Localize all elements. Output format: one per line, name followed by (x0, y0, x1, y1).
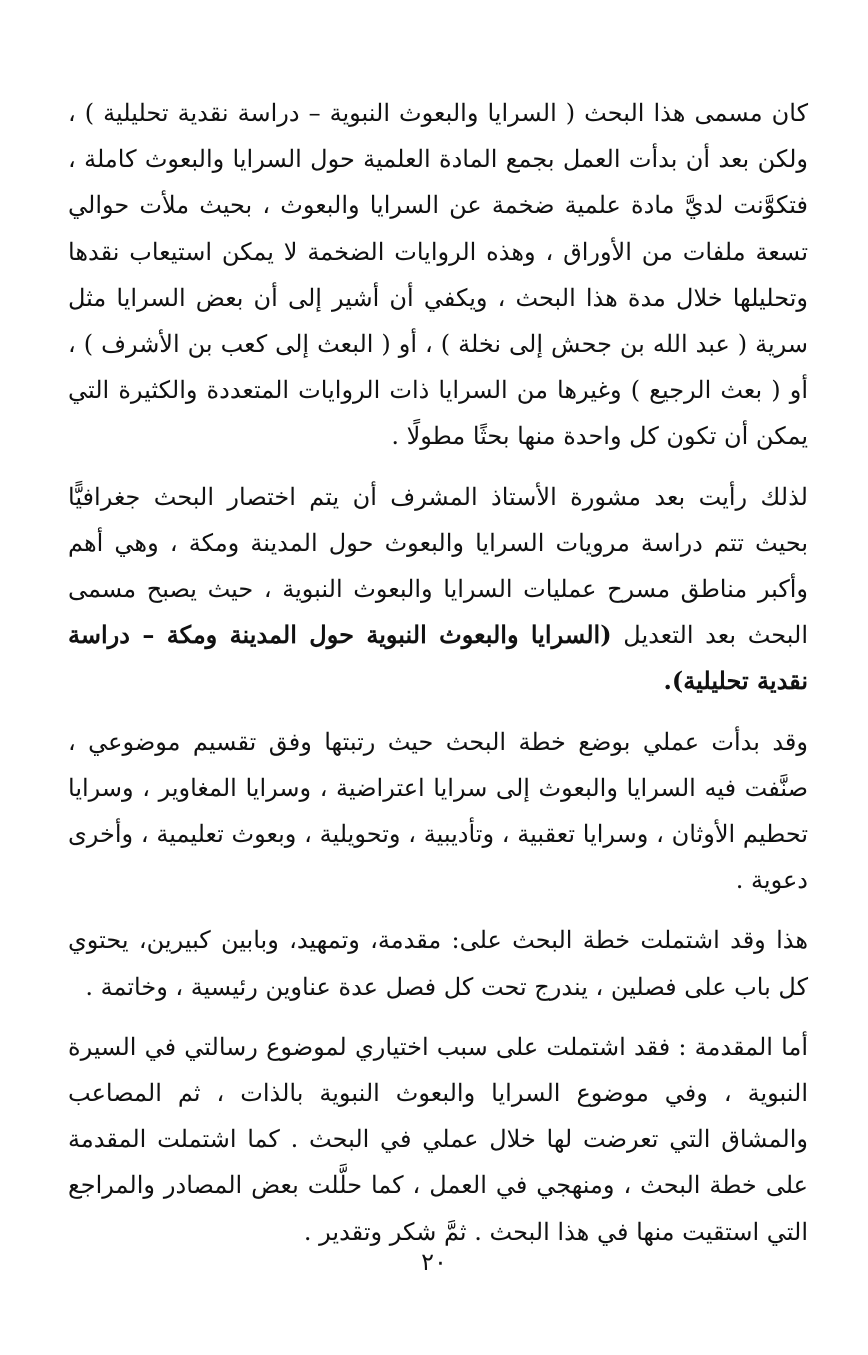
page-body (68, 90, 808, 1269)
paragraph-2-bold-title: (السرايا والبعوث النبوية حول المدينة ومكة – دراسة نقدية تحليلية). (68, 620, 808, 696)
paragraph-1-text: كان مسمى هذا البحث ( السرايا والبعوث النبوية – دراسة نقدية تحليلية ) ، ولكن بعد أن بدأت العمل بجمع المادة العلمية حول السرايا والبعوث كاملة ، فتكوَّنت لديَّ مادة علمية ضخمة عن السرايا والبعوث ، بحيث ملأت حوالي تسعة ملفات من الأوراق ، وهذه الروايات الضخمة لا يمكن استيعاب نقدها وتحليلها خلال مدة هذا البحث ، ويكفي أن أشير إلى أن بعض السرايا مثل سرية ( عبد الله بن جحش إلى نخلة ) ، أو ( البعث إلى كعب بن الأشرف ) ، أو ( بعث الرجيع ) وغيرها من السرايا ذات الروايات المتعددة والكثيرة التي يمكن أن تكون كل واحدة منها بحثًا مطولًا . (68, 99, 809, 451)
paragraph-5-text: أما المقدمة : فقد اشتملت على سبب اختياري لموضوع رسالتي في السيرة النبوية ، وفي موضوع السرايا والبعوث النبوية بالذات ، ثم المصاعب والمشاق التي تعرضت لها خلال عملي في البحث . كما اشتملت المقدمة على خطة البحث ، ومنهجي في العمل ، كما حلَّلت بعض المصادر والمراجع التي استقيت منها في هذا البحث . ثمَّ شكر وتقدير . (68, 1032, 808, 1246)
paragraph-2-text: لذلك رأيت بعد مشورة الأستاذ المشرف أن يتم اختصار البحث جغرافيًّا بحيث تتم دراسة مرويات السرايا والبعوث حول المدينة ومكة ، وهي أهم وأكبر مناطق مسرح عمليات السرايا والبعوث النبوية ، حيث يصبح مسمى البحث بعد التعديل (68, 482, 808, 650)
page-number: ٢٠ (421, 1248, 447, 1276)
paragraph-5 (68, 1024, 808, 1255)
paragraph-2 (68, 474, 808, 705)
paragraph-1 (68, 90, 808, 460)
paragraph-3 (68, 719, 808, 904)
paragraph-4-text: هذا وقد اشتملت خطة البحث على: مقدمة، وتمهيد، وبابين كبيرين، يحتوي كل باب على فصلين ، يندرج تحت كل فصل عدة عناوين رئيسية ، وخاتمة . (68, 926, 808, 1001)
paragraph-4 (68, 917, 808, 1009)
paragraph-3-text: وقد بدأت عملي بوضع خطة البحث حيث رتبتها وفق تقسيم موضوعي ، صنَّفت فيه السرايا والبعوث إلى سرايا اعتراضية ، وسرايا المغاوير ، وسرايا تحطيم الأوثان ، وسرايا تعقبية ، وتأديبية ، وتحويلية ، وبعوث تعليمية ، وأخرى دعوية . (68, 727, 808, 895)
